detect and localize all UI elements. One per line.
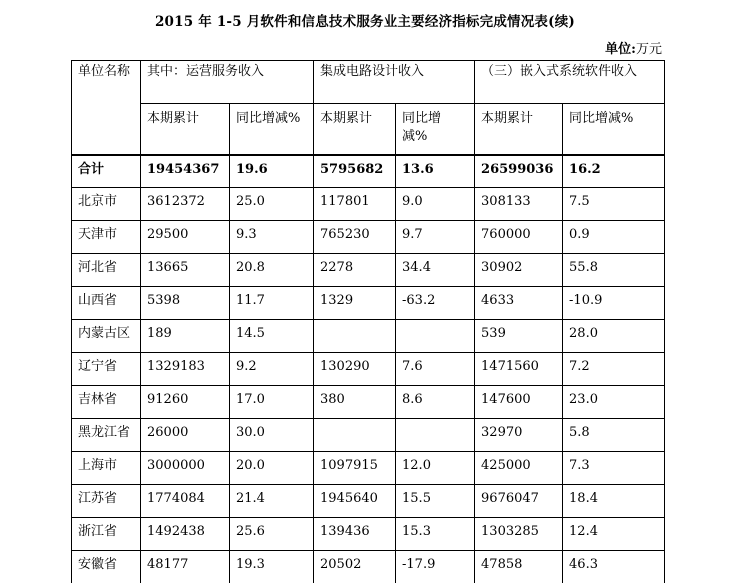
region-name-cell: 河北省 (72, 254, 141, 287)
value-cell: 1774084 (141, 485, 230, 518)
value-cell: 20.0 (230, 452, 314, 485)
value-cell: 9.2 (230, 353, 314, 386)
region-name-cell: 上海市 (72, 452, 141, 485)
total-row (72, 155, 665, 188)
value-cell: 15.5 (396, 485, 475, 518)
value-cell: 189 (141, 320, 230, 353)
value-cell: 13.6 (396, 155, 475, 188)
value-cell: -63.2 (396, 287, 475, 320)
value-cell: 130290 (314, 353, 396, 386)
value-cell: 4633 (475, 287, 563, 320)
region-name-cell: 浙江省 (72, 518, 141, 551)
value-cell: 34.4 (396, 254, 475, 287)
value-cell: 147600 (475, 386, 563, 419)
value-cell: 29500 (141, 221, 230, 254)
value-cell: 13665 (141, 254, 230, 287)
table-row (72, 254, 665, 287)
table-row (72, 551, 665, 583)
header-sub-yoy: 同比增减% (230, 104, 314, 156)
value-cell: 20.8 (230, 254, 314, 287)
header-row-sub (72, 104, 665, 156)
value-cell: 16.2 (563, 155, 665, 188)
region-name-cell: 北京市 (72, 188, 141, 221)
value-cell: 7.5 (563, 188, 665, 221)
value-cell: 26599036 (475, 155, 563, 188)
value-cell: 19.6 (230, 155, 314, 188)
value-cell: 21.4 (230, 485, 314, 518)
value-cell: 18.4 (563, 485, 665, 518)
value-cell: 1329183 (141, 353, 230, 386)
region-name-cell: 合计 (72, 155, 141, 188)
table-row (72, 353, 665, 386)
table-row (72, 452, 665, 485)
value-cell: 760000 (475, 221, 563, 254)
value-cell: 26000 (141, 419, 230, 452)
value-cell: 28.0 (563, 320, 665, 353)
table-row (72, 188, 665, 221)
unit-note (605, 38, 662, 57)
value-cell: 9676047 (475, 485, 563, 518)
value-cell: 32970 (475, 419, 563, 452)
value-cell (314, 419, 396, 452)
value-cell: 30.0 (230, 419, 314, 452)
value-cell: 380 (314, 386, 396, 419)
value-cell: 7.3 (563, 452, 665, 485)
value-cell: 117801 (314, 188, 396, 221)
header-group-embedded: （三）嵌入式系统软件收入 (475, 61, 665, 104)
value-cell (314, 320, 396, 353)
value-cell: 308133 (475, 188, 563, 221)
value-cell: 1097915 (314, 452, 396, 485)
region-name-cell: 江苏省 (72, 485, 141, 518)
value-cell: 25.0 (230, 188, 314, 221)
header-group-ic-design: 集成电路设计收入 (314, 61, 475, 104)
value-cell: 17.0 (230, 386, 314, 419)
value-cell: 5398 (141, 287, 230, 320)
region-name-cell: 内蒙古区 (72, 320, 141, 353)
value-cell: 5795682 (314, 155, 396, 188)
value-cell: 1329 (314, 287, 396, 320)
value-cell: 9.7 (396, 221, 475, 254)
value-cell: 1492438 (141, 518, 230, 551)
header-region: 单位名称 (72, 61, 141, 156)
table-row (72, 386, 665, 419)
region-name-cell: 山西省 (72, 287, 141, 320)
table-row (72, 287, 665, 320)
value-cell: 139436 (314, 518, 396, 551)
table-row (72, 485, 665, 518)
data-table (71, 60, 665, 583)
region-name-cell: 安徽省 (72, 551, 141, 583)
header-group-operation: 其中：运营服务收入 (141, 61, 314, 104)
unit-label: 单位: (605, 42, 636, 57)
value-cell: 539 (475, 320, 563, 353)
value-cell: 0.9 (563, 221, 665, 254)
header-sub-cumulative: 本期累计 (475, 104, 563, 156)
value-cell: 14.5 (230, 320, 314, 353)
value-cell: 1945640 (314, 485, 396, 518)
value-cell: 765230 (314, 221, 396, 254)
value-cell: 19454367 (141, 155, 230, 188)
value-cell: 1303285 (475, 518, 563, 551)
value-cell: 2278 (314, 254, 396, 287)
value-cell: -17.9 (396, 551, 475, 583)
header-sub-cumulative: 本期累计 (314, 104, 396, 156)
value-cell: 3000000 (141, 452, 230, 485)
value-cell: 20502 (314, 551, 396, 583)
value-cell: 25.6 (230, 518, 314, 551)
header-sub-yoy: 同比增 减% (396, 104, 475, 156)
value-cell (396, 419, 475, 452)
value-cell: 5.8 (563, 419, 665, 452)
value-cell: 8.6 (396, 386, 475, 419)
value-cell: 9.0 (396, 188, 475, 221)
value-cell: 11.7 (230, 287, 314, 320)
value-cell: 19.3 (230, 551, 314, 583)
region-name-cell: 黑龙江省 (72, 419, 141, 452)
header-sub-cumulative: 本期累计 (141, 104, 230, 156)
value-cell: 91260 (141, 386, 230, 419)
value-cell: 30902 (475, 254, 563, 287)
value-cell: 48177 (141, 551, 230, 583)
value-cell (396, 320, 475, 353)
page-title: 2015 年 1-5 月软件和信息技术服务业主要经济指标完成情况表(续) (0, 10, 730, 30)
region-name-cell: 吉林省 (72, 386, 141, 419)
value-cell: -10.9 (563, 287, 665, 320)
value-cell: 46.3 (563, 551, 665, 583)
unit-value: 万元 (636, 42, 662, 57)
value-cell: 7.6 (396, 353, 475, 386)
value-cell: 3612372 (141, 188, 230, 221)
value-cell: 1471560 (475, 353, 563, 386)
header-sub-yoy: 同比增减% (563, 104, 665, 156)
value-cell: 7.2 (563, 353, 665, 386)
value-cell: 12.0 (396, 452, 475, 485)
table-row (72, 320, 665, 353)
region-name-cell: 辽宁省 (72, 353, 141, 386)
value-cell: 15.3 (396, 518, 475, 551)
value-cell: 55.8 (563, 254, 665, 287)
table-row (72, 221, 665, 254)
value-cell: 23.0 (563, 386, 665, 419)
region-name-cell: 天津市 (72, 221, 141, 254)
value-cell: 12.4 (563, 518, 665, 551)
value-cell: 9.3 (230, 221, 314, 254)
table-row (72, 419, 665, 452)
value-cell: 47858 (475, 551, 563, 583)
value-cell: 425000 (475, 452, 563, 485)
table-row (72, 518, 665, 551)
header-row-groups (72, 61, 665, 104)
